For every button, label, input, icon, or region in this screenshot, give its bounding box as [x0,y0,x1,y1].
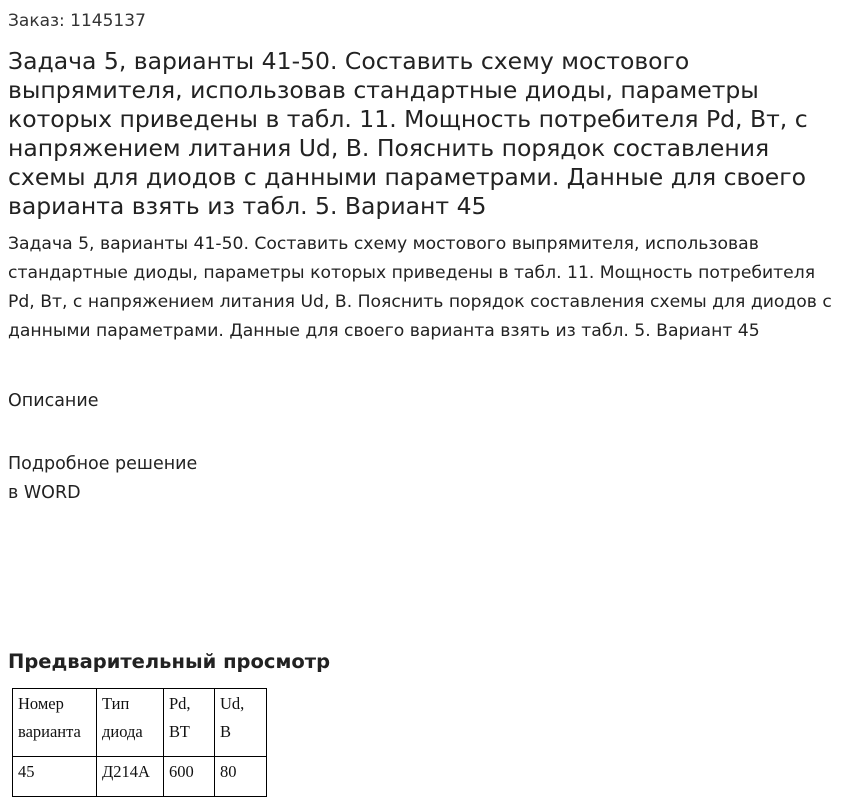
table-cell: 80 [215,757,267,797]
task-title: Задача 5, варианты 41-50. Составить схему мостового выпрямителя, использовав стандартные диоды, параметры которых приведены в табл. 11. Мощность потребителя Pd, Вт, с напряжением литания Ud, В. Пояснить порядок составления схемы для диодов с данными параметрами. Данные для своего варианта взять из табл. 5. Вариант 45 [8,47,808,220]
table-cell: 600 [164,757,215,797]
table-cell: 45 [13,757,97,797]
description-line: в WORD [8,483,81,503]
description-line: Подробное решение [8,454,198,474]
table-header-cell: Pd, ВТ [164,689,215,757]
table-header-row [13,689,267,757]
table-header-cell: Тип диода [97,689,164,757]
task-description: Задача 5, варианты 41-50. Составить схему мостового выпрямителя, использовав стандартные диоды, параметры которых приведены в табл. 11. Мощность потребителя Pd, Вт, с напряжением литания Ud, В. Пояснить порядок составления схемы для диодов с данными параметрами. Данные для своего варианта взять из табл. 5. Вариант 45 [8,234,832,341]
preview-heading: Предварительный просмотр [8,650,331,673]
table-row [13,757,267,797]
preview-table [12,688,267,797]
description-text [8,450,197,508]
description-label: Описание [8,391,99,411]
table-cell: Д214А [97,757,164,797]
order-number: Заказ: 1145137 [8,11,146,31]
table-header-cell: Ud, В [215,689,267,757]
table-header-cell: Номер варианта [13,689,97,757]
